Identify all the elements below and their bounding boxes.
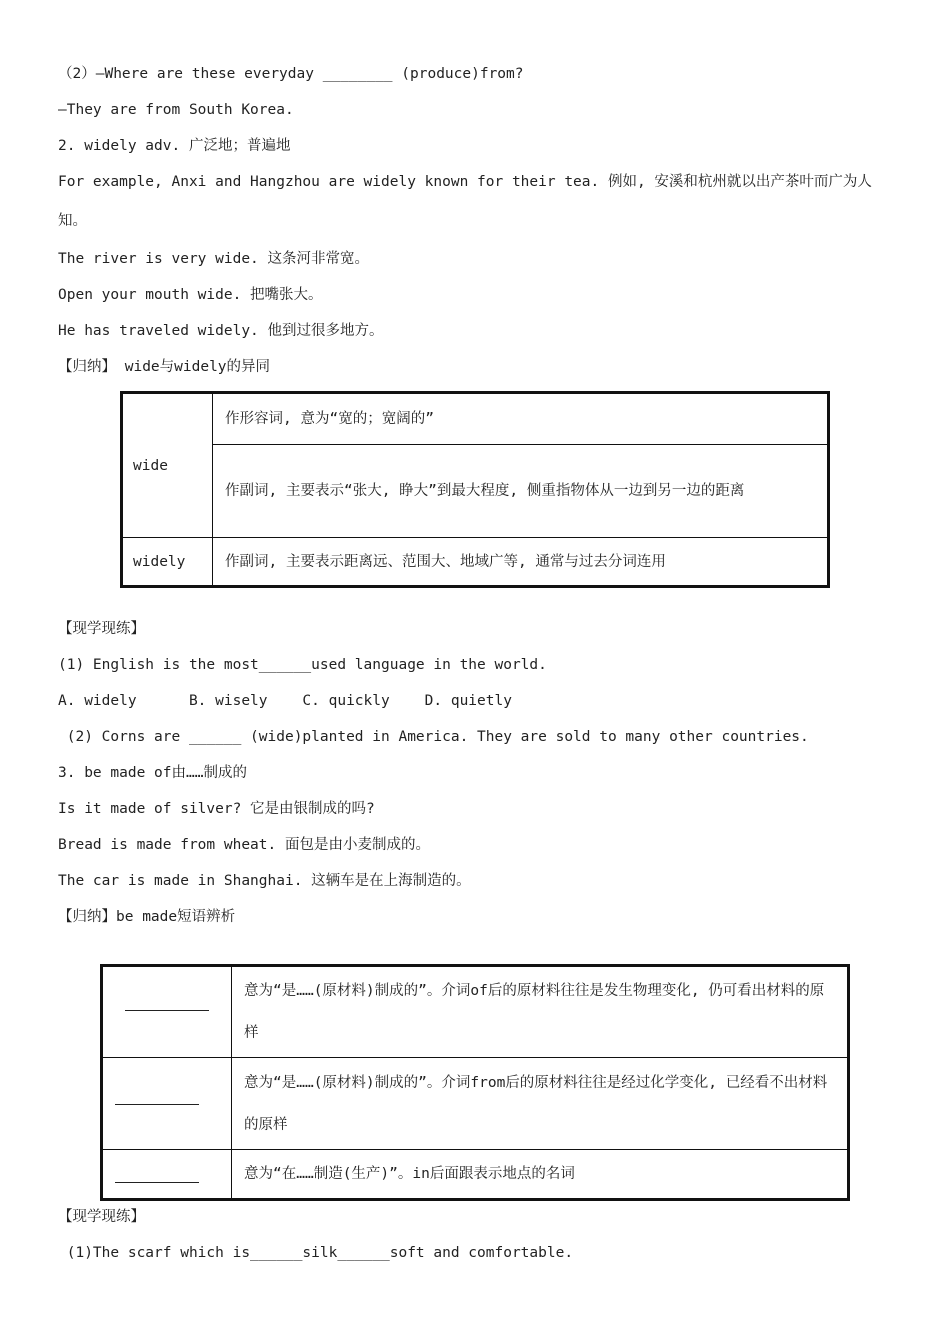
exercise-2-question: （2）—Where are these everyday ________ (produce)from? xyxy=(58,66,524,82)
summary-heading-1: 【归纳】 wide与widely的异同 xyxy=(58,359,271,375)
practice-1-question: (1) English is the most______used language in the world. xyxy=(58,657,547,673)
section-3-heading: 3. be made of由……制成的 xyxy=(58,765,247,781)
practice-heading-2: 【现学现练】 xyxy=(58,1209,145,1225)
blank-cell-2 xyxy=(102,1058,232,1150)
practice-heading-1: 【现学现练】 xyxy=(58,621,145,637)
answer-blank-2[interactable] xyxy=(115,1088,199,1105)
exercise-2-answer: —They are from South Korea. xyxy=(58,102,294,118)
answer-blank-3[interactable] xyxy=(115,1166,199,1183)
example-made-from: Bread is made from wheat. 面包是由小麦制成的。 xyxy=(58,837,430,853)
example-made-in: The car is made in Shanghai. 这辆车是在上海制造的。 xyxy=(58,873,471,889)
blank-cell-3 xyxy=(102,1150,232,1200)
wide-adv-desc: 作副词, 主要表示“张大, 睁大”到最大程度, 侧重指物体从一边到另一边的距离 xyxy=(213,445,829,538)
made-of-desc: 意为“是……(原材料)制成的”。介词of后的原材料往往是发生物理变化, 仍可看出材料的原样 xyxy=(232,966,849,1058)
be-made-table xyxy=(100,964,850,1201)
answer-blank-1[interactable] xyxy=(125,994,209,1011)
section-2-heading: 2. widely adv. 广泛地；普遍地 xyxy=(58,138,291,154)
made-from-desc: 意为“是……(原材料)制成的”。介词from后的原材料往往是经过化学变化, 已经看不出材料的原样 xyxy=(232,1058,849,1150)
practice-2-question: (2) Corns are ______ (wide)planted in America. They are sold to many other countries. xyxy=(58,729,809,745)
example-wide-river: The river is very wide. 这条河非常宽。 xyxy=(58,251,370,267)
label-wide: wide xyxy=(122,393,213,538)
example-widely: For example, Anxi and Hangzhou are widely known for their tea. 例如, 安溪和杭州就以出产茶叶而广为人 xyxy=(58,174,872,190)
example-traveled-widely: He has traveled widely. 他到过很多地方。 xyxy=(58,323,384,339)
practice-1-options: A. widely B. wisely C. quickly D. quietly xyxy=(58,693,512,709)
blank-cell-1 xyxy=(102,966,232,1058)
summary-heading-2: 【归纳】be made短语辨析 xyxy=(58,909,236,925)
wide-widely-table xyxy=(120,391,830,588)
example-made-of: Is it made of silver? 它是由银制成的吗? xyxy=(58,801,375,817)
made-in-desc: 意为“在……制造(生产)”。in后面跟表示地点的名词 xyxy=(232,1150,849,1200)
practice-3-question: (1)The scarf which is______silk______soft and comfortable. xyxy=(58,1245,574,1261)
label-widely: widely xyxy=(122,538,213,587)
example-widely-cont: 知。 xyxy=(58,213,87,229)
wide-adj-desc: 作形容词, 意为“宽的；宽阔的” xyxy=(213,393,829,445)
example-wide-mouth: Open your mouth wide. 把嘴张大。 xyxy=(58,287,323,303)
widely-desc: 作副词, 主要表示距离远、范围大、地域广等, 通常与过去分词连用 xyxy=(213,538,829,587)
